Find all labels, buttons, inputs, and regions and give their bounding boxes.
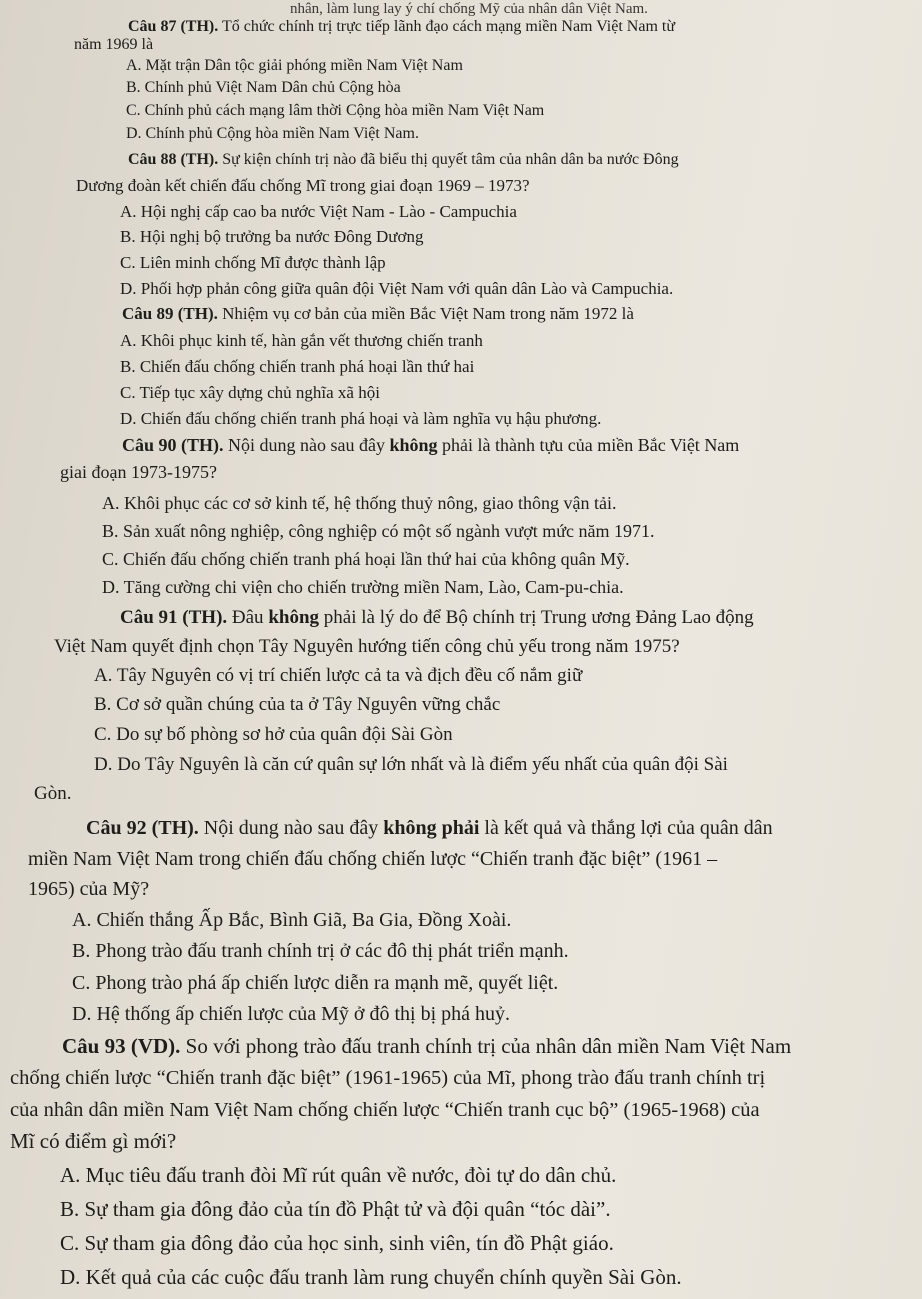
option-b: B. Hội nghị bộ trưởng ba nước Đông Dương bbox=[120, 227, 424, 246]
option-b: B. Chính phủ Việt Nam Dân chủ Cộng hòa bbox=[126, 79, 401, 96]
option-a: A. Khôi phục các cơ sở kinh tế, hệ thống thuỷ nông, giao thông vận tải. bbox=[102, 493, 617, 513]
option-b: B. Sản xuất nông nghiệp, công nghiệp có một số ngành vượt mức năm 1971. bbox=[102, 521, 655, 541]
question-90-stem: Câu 90 (TH). Nội dung nào sau đây không phải là thành tựu của miền Bắc Việt Nam bbox=[122, 435, 740, 455]
option-c: C. Chính phủ cách mạng lâm thời Cộng hòa miền Nam Việt Nam bbox=[126, 102, 545, 119]
option-c: C. Tiếp tục xây dựng chủ nghĩa xã hội bbox=[120, 383, 380, 402]
question-91-stem: Câu 91 (TH). Đâu không phải là lý do để Bộ chính trị Trung ương Đảng Lao động bbox=[120, 607, 754, 628]
question-89-stem: Câu 89 (TH). Nhiệm vụ cơ bản của miền Bắc Việt Nam trong năm 1972 là bbox=[122, 304, 634, 323]
option-a: A. Hội nghị cấp cao ba nước Việt Nam - Lào - Campuchia bbox=[120, 202, 517, 221]
question-label: Câu 87 (TH). bbox=[128, 18, 219, 35]
question-88-stem-cont: Dương đoàn kết chiến đấu chống Mĩ trong giai đoạn 1969 – 1973? bbox=[76, 176, 530, 195]
option-d: D. Hệ thống ấp chiến lược của Mỹ ở đô thị bị phá huỷ. bbox=[72, 1003, 511, 1025]
option-d: D. Chiến đấu chống chiến tranh phá hoại và làm nghĩa vụ hậu phương. bbox=[120, 409, 602, 428]
option-d: D. Chính phủ Cộng hòa miền Nam Việt Nam. bbox=[126, 125, 419, 142]
question-label: Câu 89 (TH). bbox=[122, 304, 218, 323]
question-label: Câu 88 (TH). bbox=[128, 151, 219, 168]
option-c: C. Chiến đấu chống chiến tranh phá hoại lần thứ hai của không quân Mỹ. bbox=[102, 549, 630, 569]
option-b: B. Sự tham gia đông đảo của tín đồ Phật tử và đội quân “tóc dài”. bbox=[60, 1197, 611, 1221]
question-93-stem-cont: Mĩ có điểm gì mới? bbox=[10, 1129, 177, 1153]
option-b: B. Chiến đấu chống chiến tranh phá hoại lần thứ hai bbox=[120, 357, 475, 376]
option-d: D. Kết quả của các cuộc đấu tranh làm rung chuyển chính quyền Sài Gòn. bbox=[60, 1265, 682, 1289]
question-92-stem-cont: miền Nam Việt Nam trong chiến đấu chống chiến lược “Chiến tranh đặc biệt” (1961 – bbox=[28, 848, 718, 870]
option-c: C. Liên minh chống Mĩ được thành lập bbox=[120, 253, 386, 272]
option-d: D. Tăng cường chi viện cho chiến trường miền Nam, Lào, Cam-pu-chia. bbox=[102, 577, 624, 597]
option-c: C. Sự tham gia đông đảo của học sinh, sinh viên, tín đồ Phật giáo. bbox=[60, 1231, 614, 1255]
option-a: A. Mặt trận Dân tộc giải phóng miền Nam Việt Nam bbox=[126, 57, 463, 74]
question-93-stem-cont: của nhân dân miền Nam Việt Nam chống chiến lược “Chiến tranh cục bộ” (1965-1968) của bbox=[10, 1099, 760, 1121]
option-d-cont: Gòn. bbox=[34, 783, 72, 804]
text-line: nhân, làm lung lay ý chí chống Mỹ của nhân dân Việt Nam. bbox=[290, 1, 648, 17]
question-91-stem-cont: Việt Nam quyết định chọn Tây Nguyên hướng tiến công chủ yếu trong năm 1975? bbox=[54, 636, 680, 657]
option-a: A. Tây Nguyên có vị trí chiến lược cả ta và địch đều cố nắm giữ bbox=[94, 665, 583, 686]
option-d: D. Do Tây Nguyên là căn cứ quân sự lớn nhất và là điểm yếu nhất của quân đội Sài bbox=[94, 754, 728, 775]
option-c: C. Do sự bố phòng sơ hở của quân đội Sài Gòn bbox=[94, 724, 453, 745]
option-b: B. Phong trào đấu tranh chính trị ở các đô thị phát triển mạnh. bbox=[72, 940, 569, 962]
question-label: Câu 91 (TH). bbox=[120, 607, 228, 628]
option-d: D. Phối hợp phản công giữa quân đội Việt Nam với quân dân Lào và Campuchia. bbox=[120, 279, 674, 298]
question-92-stem: Câu 92 (TH). Nội dung nào sau đây không phải là kết quả và thắng lợi của quân dân bbox=[86, 817, 773, 839]
question-93-stem: Câu 93 (VD). So với phong trào đấu tranh chính trị của nhân dân miền Nam Việt Nam bbox=[62, 1034, 792, 1058]
question-88-stem: Câu 88 (TH). Sự kiện chính trị nào đã biểu thị quyết tâm của nhân dân ba nước Đông bbox=[128, 151, 679, 168]
option-a: A. Chiến thắng Ấp Bắc, Bình Giã, Ba Gia, Đồng Xoài. bbox=[72, 909, 512, 931]
option-b: B. Cơ sở quần chúng của ta ở Tây Nguyên vững chắc bbox=[94, 694, 501, 715]
question-label: Câu 90 (TH). bbox=[122, 435, 224, 455]
question-93-stem-cont: chống chiến lược “Chiến tranh đặc biệt” (1961-1965) của Mĩ, phong trào đấu tranh chính trị bbox=[10, 1067, 766, 1089]
question-92-stem-cont: 1965) của Mỹ? bbox=[28, 878, 150, 900]
question-87-stem: Câu 87 (TH). Tổ chức chính trị trực tiếp lãnh đạo cách mạng miền Nam Việt Nam từ bbox=[128, 18, 676, 35]
question-label: Câu 92 (TH). bbox=[86, 817, 199, 839]
option-a: A. Khôi phục kinh tế, hàn gắn vết thương chiến tranh bbox=[120, 331, 483, 350]
option-a: A. Mục tiêu đấu tranh đòi Mĩ rút quân về nước, đòi tự do dân chủ. bbox=[60, 1163, 617, 1187]
question-label: Câu 93 (VD). bbox=[62, 1034, 181, 1058]
question-87-stem-cont: năm 1969 là bbox=[74, 36, 154, 53]
question-90-stem-cont: giai đoạn 1973-1975? bbox=[60, 462, 217, 482]
option-c: C. Phong trào phá ấp chiến lược diễn ra mạnh mẽ, quyết liệt. bbox=[72, 972, 559, 994]
